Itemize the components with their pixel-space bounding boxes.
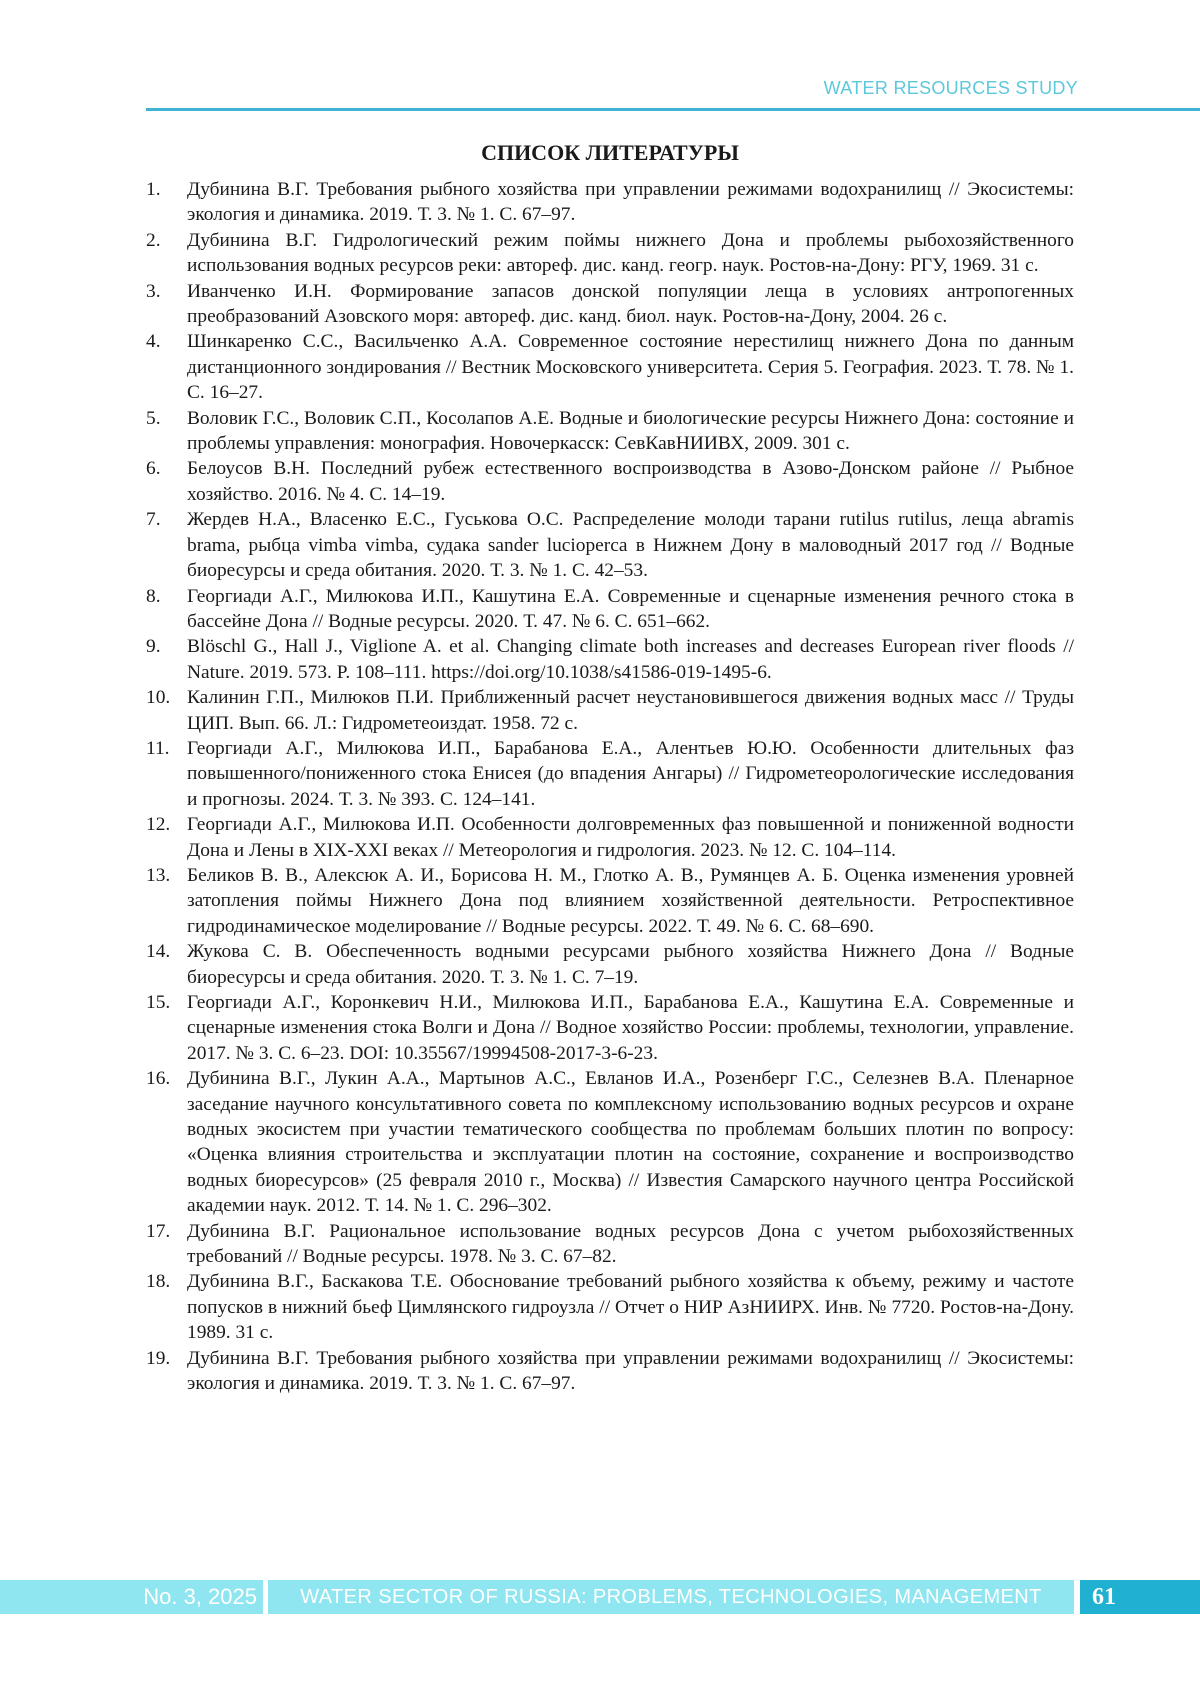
reference-number: 4. — [146, 331, 161, 353]
reference-text: Георгиади А.Г., Милюкова И.П. Особенности долговременных фаз повышенной и пониженной водности Дона и Лены в XIX-XXI веках // Метеорология и гидрология. 2023. № 12. С. 104–114. — [187, 814, 1074, 861]
header-rule — [146, 108, 1200, 111]
reference-number: 11. — [146, 737, 170, 759]
reference-text: Дубинина В.Г. Рациональное использование водных ресурсов Дона с учетом рыбохозяйственных требований // Водные ресурсы. 1978. № 3. С. 67–82. — [187, 1220, 1074, 1268]
reference-item — [146, 177, 1074, 228]
reference-item — [146, 456, 1074, 507]
reference-text: Калинин Г.П., Милюков П.И. Приближенный расчет неустановившегося движения водных масс // Труды ЦИП. Вып. 66. Л.: Гидрометеоиздат. 1958. 72 с. — [187, 687, 1074, 734]
page-number: 61 — [1080, 1580, 1200, 1614]
reference-item — [146, 1269, 1074, 1345]
reference-item — [146, 736, 1074, 812]
running-head: WATER RESOURCES STUDY — [823, 78, 1078, 98]
reference-item — [146, 634, 1074, 685]
reference-item — [146, 406, 1074, 457]
reference-text: Дубинина В.Г. Требования рыбного хозяйства при управлении режимами водохранилищ // Экосистемы: экология и динамика. 2019. Т. 3. № 1. С. 67–97. — [187, 1347, 1074, 1395]
reference-item — [146, 863, 1074, 939]
reference-number: 3. — [146, 280, 161, 302]
reference-number: 16. — [146, 1068, 171, 1090]
footer-journal-title: WATER SECTOR OF RUSSIA: PROBLEMS, TECHNOLOGIES, MANAGEMENT — [268, 1580, 1074, 1614]
reference-text: Жукова С. В. Обеспеченность водными ресурсами рыбного хозяйства Нижнего Дона // Водные биоресурсы и среда обитания. 2020. Т. 3. № 1. С. 7–19. — [187, 941, 1074, 988]
reference-number: 2. — [146, 229, 161, 251]
reference-item — [146, 685, 1074, 736]
reference-number: 8. — [146, 585, 161, 607]
reference-text: Blöschl G., Hall J., Viglione A. et al. Changing climate both increases and decreases European river floods // Nature. 2019. 573. P. 108–111. https://doi.org/10.1038/s41586-019-1495-6. — [187, 636, 1074, 683]
references-title: СПИСОК ЛИТЕРАТУРЫ — [481, 140, 739, 165]
reference-item — [146, 1346, 1074, 1397]
reference-number: 6. — [146, 458, 161, 480]
reference-text: Георгиади А.Г., Коронкевич Н.И., Милюкова И.П., Барабанова Е.А., Кашутина Е.А. Современные и сценарные изменения стока Волги и Дона // Водное хозяйство России: проблемы, технологии, управление. 2017. № 3. С. 6–23. DOI: 10.35567/19994508-2017-3-6-23. — [187, 992, 1074, 1064]
reference-text: Дубинина В.Г. Гидрологический режим поймы нижнего Дона и проблемы рыбохозяйственного использования водных ресурсов реки: автореф. дис. канд. геогр. наук. Ростов-на-Дону: РГУ, 1969. 31 с. — [187, 229, 1074, 277]
footer-issue: No. 3, 2025 — [0, 1580, 263, 1614]
reference-text: Дубинина В.Г. Требования рыбного хозяйства при управлении режимами водохранилищ // Экосистемы: экология и динамика. 2019. Т. 3. № 1. С. 67–97. — [187, 179, 1074, 226]
reference-item — [146, 228, 1074, 279]
reference-text: Георгиади А.Г., Милюкова И.П., Барабанова Е.А., Алентьев Ю.Ю. Особенности длительных фаз повышенного/пониженного стока Енисея (до впадения Ангары) // Гидрометеорологические исследования и прогнозы. 2024. Т. 3. № 393. С. 124–141. — [187, 737, 1074, 810]
reference-list — [146, 177, 1074, 1397]
reference-item — [146, 584, 1074, 635]
reference-text: Белоусов В.Н. Последний рубеж естественного воспроизводства в Азово-Донском районе // Рыбное хозяйство. 2016. № 4. С. 14–19. — [187, 458, 1074, 505]
reference-number: 14. — [146, 941, 171, 963]
reference-item — [146, 1219, 1074, 1270]
reference-item — [146, 939, 1074, 990]
reference-item — [146, 812, 1074, 863]
reference-number: 13. — [146, 864, 171, 886]
reference-item — [146, 329, 1074, 405]
reference-number: 10. — [146, 687, 171, 709]
reference-text: Георгиади А.Г., Милюкова И.П., Кашутина Е.А. Современные и сценарные изменения речного стока в бассейне Дона // Водные ресурсы. 2020. Т. 47. № 6. С. 651–662. — [187, 585, 1074, 632]
reference-text: Воловик Г.С., Воловик С.П., Косолапов А.Е. Водные и биологические ресурсы Нижнего Дона: состояние и проблемы управления: монография. Новочеркасск: СевКавНИИВХ, 2009. 301 с. — [187, 407, 1074, 455]
reference-item — [146, 990, 1074, 1066]
reference-text: Шинкаренко С.С., Васильченко А.А. Современное состояние нерестилищ нижнего Дона по данным дистанционного зондирования // Вестник Московского университета. Серия 5. География. 2023. Т. 78. № 1. С. 16–27. — [187, 331, 1074, 404]
reference-item — [146, 1066, 1074, 1218]
reference-number: 18. — [146, 1271, 171, 1293]
reference-number: 9. — [146, 636, 161, 658]
reference-item — [146, 279, 1074, 330]
reference-number: 12. — [146, 814, 171, 836]
reference-text: Дубинина В.Г., Лукин А.А., Мартынов А.С., Евланов И.А., Розенберг Г.С., Селезнев В.А. Пленарное заседание научного консультативного совета по комплексному использованию водных ресурсов и охране водных экосистем при участии тематического сообщества по проблемам больших плотин по вопросу: «Оценка влияния строительства и эксплуатации плотин на состояние, сохранение и воспроизводство водных биоресурсов» (25 февраля 2010 г., Москва) // Известия Самарского научного центра Российской академии наук. 2012. Т. 14. № 1. С. 296–302. — [187, 1068, 1074, 1217]
reference-number: 1. — [146, 179, 161, 200]
reference-number: 15. — [146, 992, 171, 1013]
reference-text: Иванченко И.Н. Формирование запасов донской популяции леща в условиях антропогенных преобразований Азовского моря: автореф. дис. канд. биол. наук. Ростов-на-Дону, 2004. 26 с. — [187, 280, 1074, 328]
reference-number: 19. — [146, 1347, 171, 1369]
reference-text: Дубинина В.Г., Баскакова Т.Е. Обоснование требований рыбного хозяйства к объему, режиму и частоте попусков в нижний бьеф Цимлянского гидроузла // Отчет о НИР АзНИИРХ. Инв. № 7720. Ростов-на-Дону. 1989. 31 с. — [187, 1271, 1074, 1344]
reference-text: Беликов В. В., Алексюк А. И., Борисова Н. М., Глотко А. В., Румянцев А. Б. Оценка изменения уровней затопления поймы Нижнего Дона под влиянием хозяйственной деятельности. Ретроспективное гидродинамическое моделирование // Водные ресурсы. 2022. Т. 49. № 6. С. 68–690. — [187, 864, 1074, 937]
reference-number: 7. — [146, 509, 161, 531]
reference-item — [146, 507, 1074, 583]
reference-text: Жердев Н.А., Власенко Е.С., Гуськова О.С. Распределение молоди тарани rutilus rutilus, леща abramis brama, рыбца vimba vimba, судака sander lucioperca в Нижнем Дону в маловодный 2017 год // Водные биоресурсы и среда обитания. 2020. Т. 3. № 1. С. 42–53. — [187, 509, 1074, 582]
reference-number: 17. — [146, 1220, 171, 1242]
reference-number: 5. — [146, 407, 161, 429]
page-footer — [0, 1580, 1200, 1614]
